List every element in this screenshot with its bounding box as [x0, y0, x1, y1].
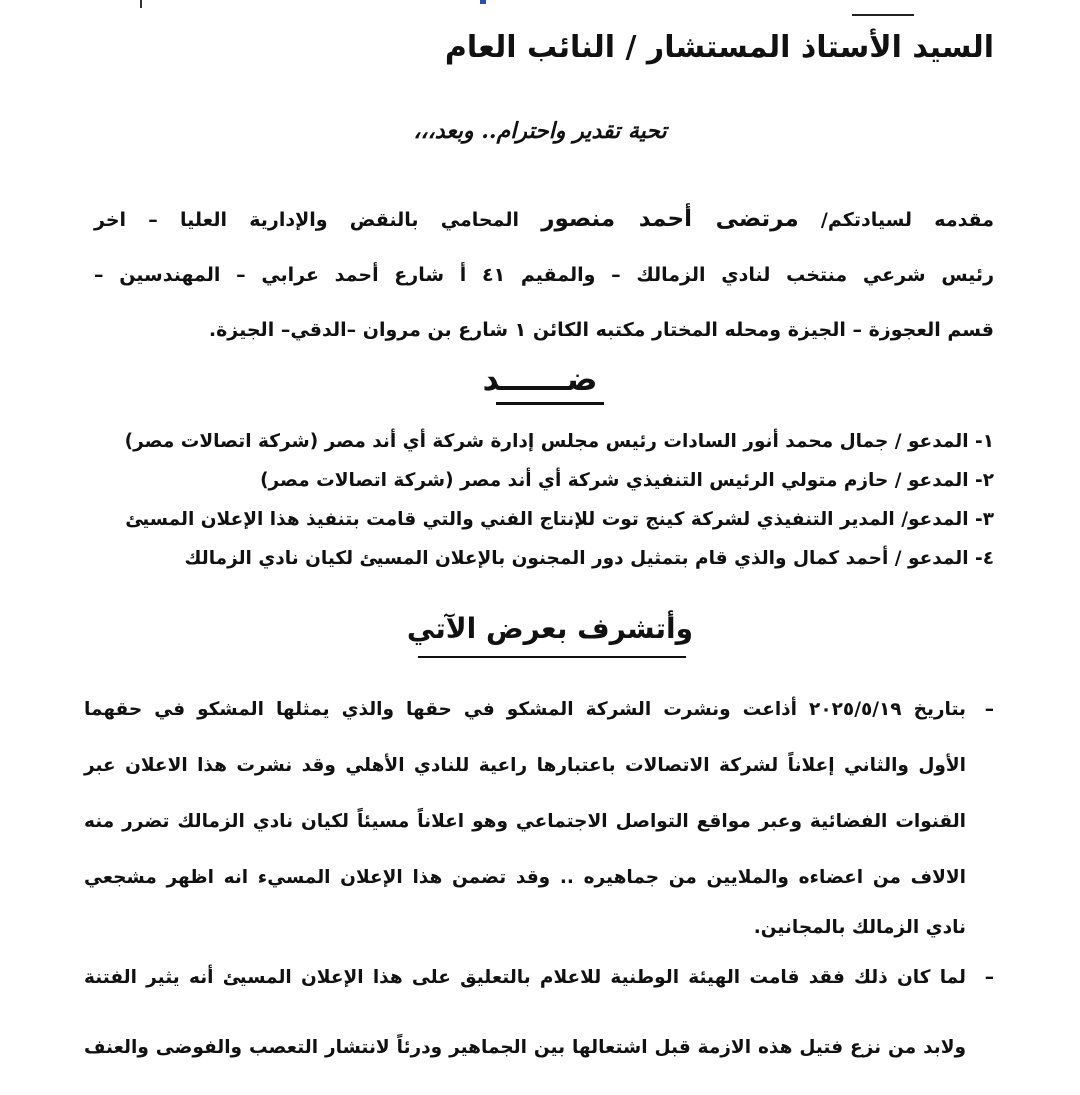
against-title: ضــــــد: [482, 360, 598, 398]
paragraph-text: بتاريخ ٢٠٢٥/٥/١٩ أذاعت ونشرت الشركة المشكو في حقها والذي يمثلها المشكو في حقهما: [84, 699, 966, 720]
defendant-item: ١- المدعو / جمال محمد أنور السادات رئيس مجلس إدارة شركة أي أند مصر (شركة اتصالات مصر): [124, 431, 994, 452]
complainant-name: مرتضى أحمد منصور: [541, 206, 799, 232]
addressee-heading: السيد الأستاذ المستشار / النائب العام: [444, 30, 994, 65]
paragraph-1-line-2: الأول والثاني إعلاناً لشركة الاتصالات باعتبارها راعية للنادي الأهلي وقد نشرت هذا الاعلان عبر: [84, 755, 966, 776]
defendant-item: ٣- المدعو/ المدير التنفيذي لشركة كينج توت للإنتاج الفني والتي قامت بتنفيذ هذا الإعلان المسيئ: [125, 509, 994, 530]
subheading-underline: [418, 656, 686, 658]
top-rule: [852, 14, 914, 16]
intro-paragraph: [94, 192, 994, 358]
paragraph-2-line-2: ولابد من نزع فتيل هذه الازمة قبل اشتعالها بين الجماهير ودرئاً لانتشار التعصب والفوضى والعنف: [84, 1037, 966, 1058]
scan-edge-mark: [140, 0, 142, 8]
paragraph-1-line-5: نادي الزمالك بالمجانين.: [753, 917, 966, 938]
bullet-dash: –: [984, 699, 994, 720]
scan-ink-mark: [480, 0, 486, 4]
greeting-line: تحية تقدير واحترام.. وبعد،،،: [413, 118, 667, 144]
defendant-item: ٤- المدعو / أحمد كمال والذي قام بتمثيل دور المجنون بالإعلان المسيئ لكيان نادي الزمالك: [184, 548, 994, 569]
paragraph-1-line-3: القنوات الفضائية وعبر مواقع التواصل الاجتماعي وهو اعلاناً مسيئاً لكيان نادي الزمالك تضرر منه: [84, 811, 966, 832]
paragraph-2-line-1: [84, 950, 994, 1006]
against-underline: [496, 402, 604, 405]
intro-line-3: قسم العجوزة – الجيزة ومحله المختار مكتبه الكائن ١ شارع بن مروان –الدقي– الجيزة.: [208, 319, 994, 341]
defendants-list: [74, 422, 994, 578]
intro-prefix: مقدمه لسيادتكم/: [798, 209, 994, 231]
paragraph-1-line-1: [84, 682, 994, 738]
defendant-item: ٢- المدعو / حازم متولي الرئيس التنفيذي شركة أي أند مصر (شركة اتصالات مصر): [260, 470, 994, 491]
facts-section: [84, 682, 994, 1076]
bullet-dash: –: [984, 967, 994, 988]
paragraph-text: لما كان ذلك فقد قامت الهيئة الوطنية للاعلام بالتعليق على هذا الإعلان المسيئ أنه يثير الفتنة: [84, 967, 966, 988]
intro-line-2: رئيس شرعي منتخب لنادي الزمالك – والمقيم ٤١ أ شارع أحمد عرابي – المهندسين –: [94, 264, 995, 286]
intro-suffix: المحامي بالنقض والإدارية العليا – اخر: [94, 209, 542, 231]
paragraph-1-line-4: الالاف من اعضاءه والملايين من جماهيره .. وقد تضمن هذا الإعلان المسيء انه اظهر مشجعي: [84, 867, 966, 888]
intro-line-1: [94, 192, 994, 248]
section-subheading: وأتشرف بعرض الآتي: [406, 612, 694, 645]
